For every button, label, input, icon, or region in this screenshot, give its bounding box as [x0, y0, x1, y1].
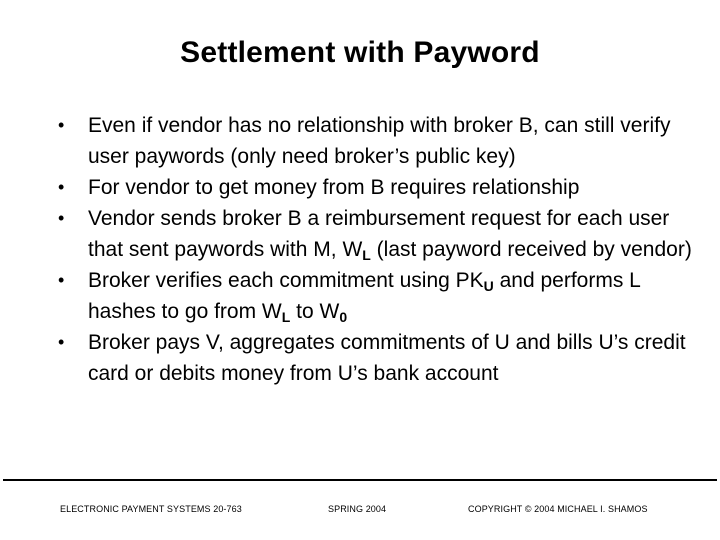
bullet-text-segment: to W: [290, 300, 340, 323]
subscript: L: [281, 309, 291, 325]
bullet-text: [88, 176, 579, 199]
bullet-text: [88, 331, 686, 385]
bullet-marker: •: [58, 177, 65, 197]
bullet-text-segment: Vendor sends broker B a reimbursement request for each user that sent paywords with M, W: [88, 207, 670, 261]
footer-term: SPRING 2004: [328, 504, 387, 514]
bullet-item: [58, 327, 708, 389]
bullet-text-segment: For vendor to get money from B requires relationship: [88, 176, 580, 199]
slide-title: Settlement with Payword: [180, 36, 540, 69]
bullet-text-segment: Broker pays V, aggregates commitments of U and bills U’s credit card or debits money from U’s bank account: [88, 331, 686, 385]
bullet-text-segment: Broker verifies each commitment using PK: [88, 269, 484, 292]
footer-course: ELECTRONIC PAYMENT SYSTEMS 20-763: [60, 504, 242, 514]
bullet-text: [88, 269, 640, 323]
bullet-text-segment: (last payword received by vendor): [370, 238, 692, 261]
bullet-text: [88, 207, 692, 261]
bullet-item: [58, 203, 708, 265]
bullet-text: [88, 114, 670, 168]
bullet-text-segment: Even if vendor has no relationship with broker B, can still verify user paywords (only need broker’s public key): [88, 114, 671, 168]
bullet-marker: •: [58, 332, 65, 352]
subscript: 0: [339, 309, 348, 325]
bullet-marker: •: [58, 115, 65, 135]
bullet-item: [58, 265, 708, 327]
bullet-marker: •: [58, 270, 65, 290]
bullet-item: [58, 172, 708, 203]
bullet-text-segment: and performs L hashes to go from W: [88, 269, 641, 323]
bullet-marker: •: [58, 208, 65, 228]
footer-divider: [3, 479, 717, 481]
footer-copyright: COPYRIGHT © 2004 MICHAEL I. SHAMOS: [468, 504, 648, 514]
subscript: L: [362, 247, 371, 263]
bullet-item: [58, 110, 708, 172]
subscript: U: [483, 278, 494, 294]
bullet-list: [58, 110, 708, 389]
